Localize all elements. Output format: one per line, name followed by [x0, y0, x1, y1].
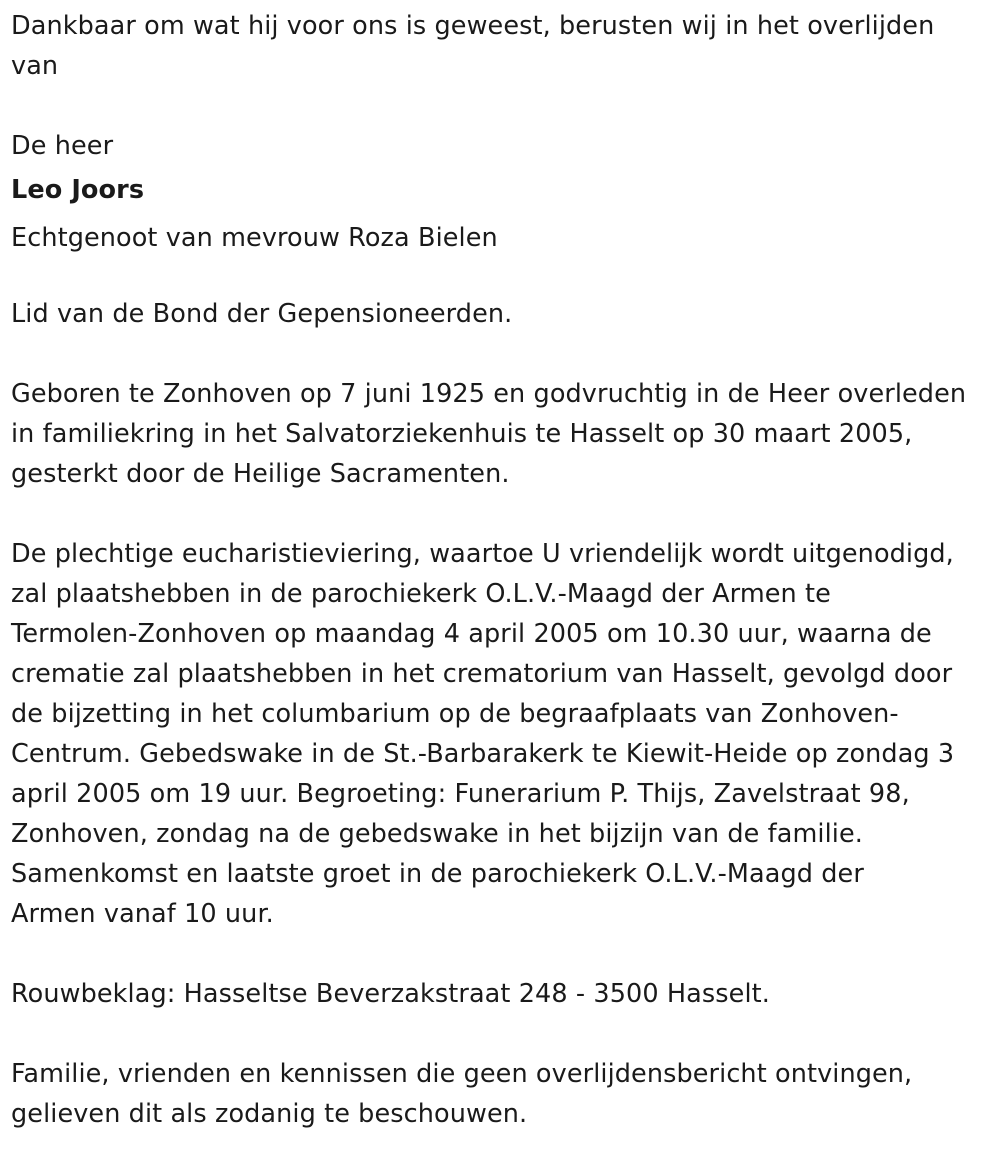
ceremony-line: de bijzetting in het columbarium op de begraafplaats van Zonhoven-	[11, 699, 899, 729]
closing-line: gelieven dit als zodanig te beschouwen.	[11, 1099, 528, 1129]
spacer	[11, 334, 995, 374]
closing-line: Familie, vrienden en kennissen die geen overlijdensbericht ontvingen,	[11, 1059, 913, 1089]
membership-line: Lid van de Bond der Gepensioneerden.	[11, 299, 513, 329]
birth-death-line: gesterkt door de Heilige Sacramenten.	[11, 459, 510, 489]
deceased-spouse: Echtgenoot van mevrouw Roza Bielen	[11, 223, 498, 253]
ceremony-line: Centrum. Gebedswake in de St.-Barbarakerk te Kiewit-Heide op zondag 3	[11, 739, 955, 769]
ceremony-line: Zonhoven, zondag na de gebedswake in het bijzijn van de familie.	[11, 819, 863, 849]
deceased-name: Leo Joors	[11, 175, 145, 205]
spacer	[11, 494, 995, 534]
ceremony-line: De plechtige eucharistieviering, waartoe U vriendelijk wordt uitgenodigd,	[11, 539, 954, 569]
ceremony-line: april 2005 om 19 uur. Begroeting: Funerarium P. Thijs, Zavelstraat 98,	[11, 779, 910, 809]
closing-paragraph	[11, 1054, 995, 1134]
condolence-paragraph	[11, 974, 995, 1014]
birth-death-paragraph	[11, 374, 995, 494]
birth-death-line: in familiekring in het Salvatorziekenhuis te Hasselt op 30 maart 2005,	[11, 419, 913, 449]
deceased-block	[11, 126, 995, 254]
ceremony-line: crematie zal plaatshebben in het crematorium van Hasselt, gevolgd door	[11, 659, 953, 689]
condolence-address: Rouwbeklag: Hasseltse Beverzakstraat 248 - 3500 Hasselt.	[11, 979, 770, 1009]
intro-line: van	[11, 51, 59, 81]
deceased-title: De heer	[11, 131, 114, 161]
membership-paragraph	[11, 294, 995, 334]
intro-paragraph	[11, 6, 995, 86]
spacer	[11, 86, 995, 126]
ceremony-line: zal plaatshebben in de parochiekerk O.L.V.-Maagd der Armen te	[11, 579, 831, 609]
spacer	[11, 254, 995, 294]
ceremony-paragraph	[11, 534, 995, 934]
ceremony-line: Termolen-Zonhoven op maandag 4 april 2005 om 10.30 uur, waarna de	[11, 619, 932, 649]
ceremony-line: Armen vanaf 10 uur.	[11, 899, 274, 929]
spacer	[11, 934, 995, 974]
birth-death-line: Geboren te Zonhoven op 7 juni 1925 en godvruchtig in de Heer overleden	[11, 379, 967, 409]
ceremony-line: Samenkomst en laatste groet in de parochiekerk O.L.V.-Maagd der	[11, 859, 864, 889]
spacer	[11, 1014, 995, 1054]
obituary-document	[11, 0, 995, 1134]
intro-line: Dankbaar om wat hij voor ons is geweest, berusten wij in het overlijden	[11, 11, 935, 41]
